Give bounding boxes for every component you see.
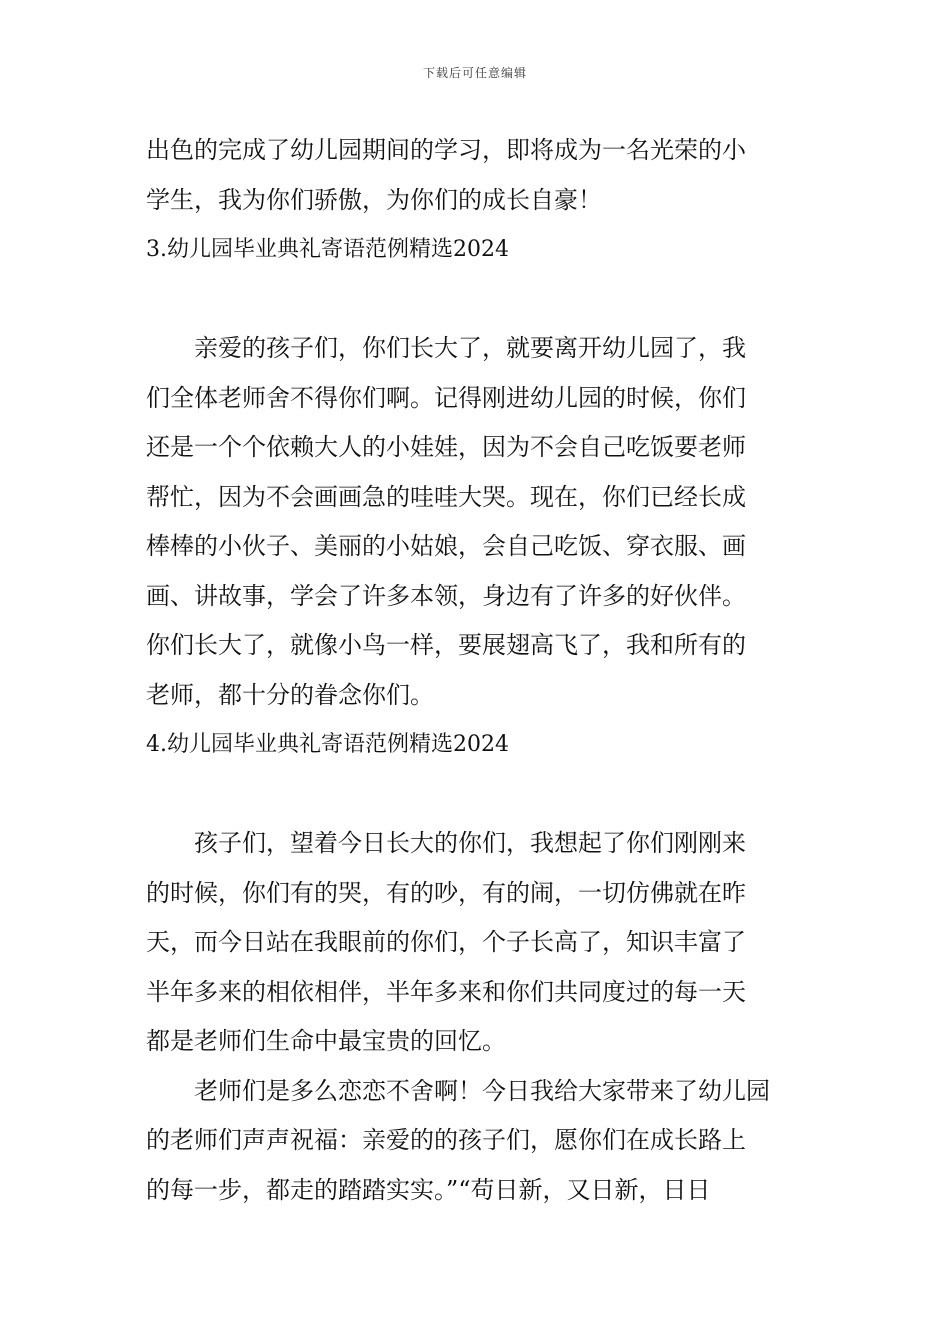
text-line: 学生，我为你们骄傲，为你们的成长自豪！ <box>146 185 602 214</box>
text-line: 出色的完成了幼儿园期间的学习，即将成为一名光荣的小 <box>146 136 746 164</box>
text-line: 画、讲故事，学会了许多本领，身边有了许多的好伙伴。 <box>146 581 746 610</box>
section-heading-3: 3.幼儿园毕业典礼寄语范例精选2024 <box>146 237 509 262</box>
blank-line <box>146 275 808 325</box>
page-header: 下载后可任意编辑 <box>422 66 527 80</box>
text-line: 半年多来的相依相伴，半年多来和你们共同度过的每一天 <box>146 977 746 1006</box>
text-line: 天，而今日站在我眼前的你们，个子长高了，知识丰富了 <box>146 928 746 956</box>
text-line: 帮忙，因为不会画画急的哇哇大哭。现在，你们已经长成 <box>146 482 746 511</box>
text-line: 老师们是多么恋恋不舍啊！今日我给大家带来了幼儿园 <box>194 1076 770 1105</box>
text-line: 的时候，你们有的哭，有的吵，有的闹，一切仿佛就在昨 <box>146 878 746 907</box>
text-line: 们全体老师舍不得你们啊。记得刚进幼儿园的时候，你们 <box>146 383 746 412</box>
text-line: 的每一步，都走的踏踏实实。”“苟日新，又日新，日日 <box>146 1175 711 1204</box>
text-line: 棒棒的小伙子、美丽的小姑娘，会自己吃饭、穿衣服、画 <box>146 532 746 560</box>
text-line: 孩子们，望着今日长大的你们，我想起了你们刚刚来 <box>194 829 746 857</box>
text-line: 你们长大了，就像小鸟一样，要展翅高飞了，我和所有的 <box>146 631 746 659</box>
text-line: 老师，都十分的眷念你们。 <box>146 680 434 709</box>
document-body <box>146 126 808 1215</box>
blank-line <box>146 770 808 820</box>
text-line: 亲爱的孩子们，你们长大了，就要离开幼儿园了，我 <box>194 334 746 362</box>
section-heading-4: 4.幼儿园毕业典礼寄语范例精选2024 <box>146 732 509 757</box>
text-line: 都是老师们生命中最宝贵的回忆。 <box>146 1027 506 1055</box>
text-line: 的老师们声声祝福：亲爱的的孩子们，愿你们在成长路上 <box>146 1126 746 1154</box>
text-line: 还是一个个依赖大人的小娃娃，因为不会自己吃饭要老师 <box>146 433 746 461</box>
